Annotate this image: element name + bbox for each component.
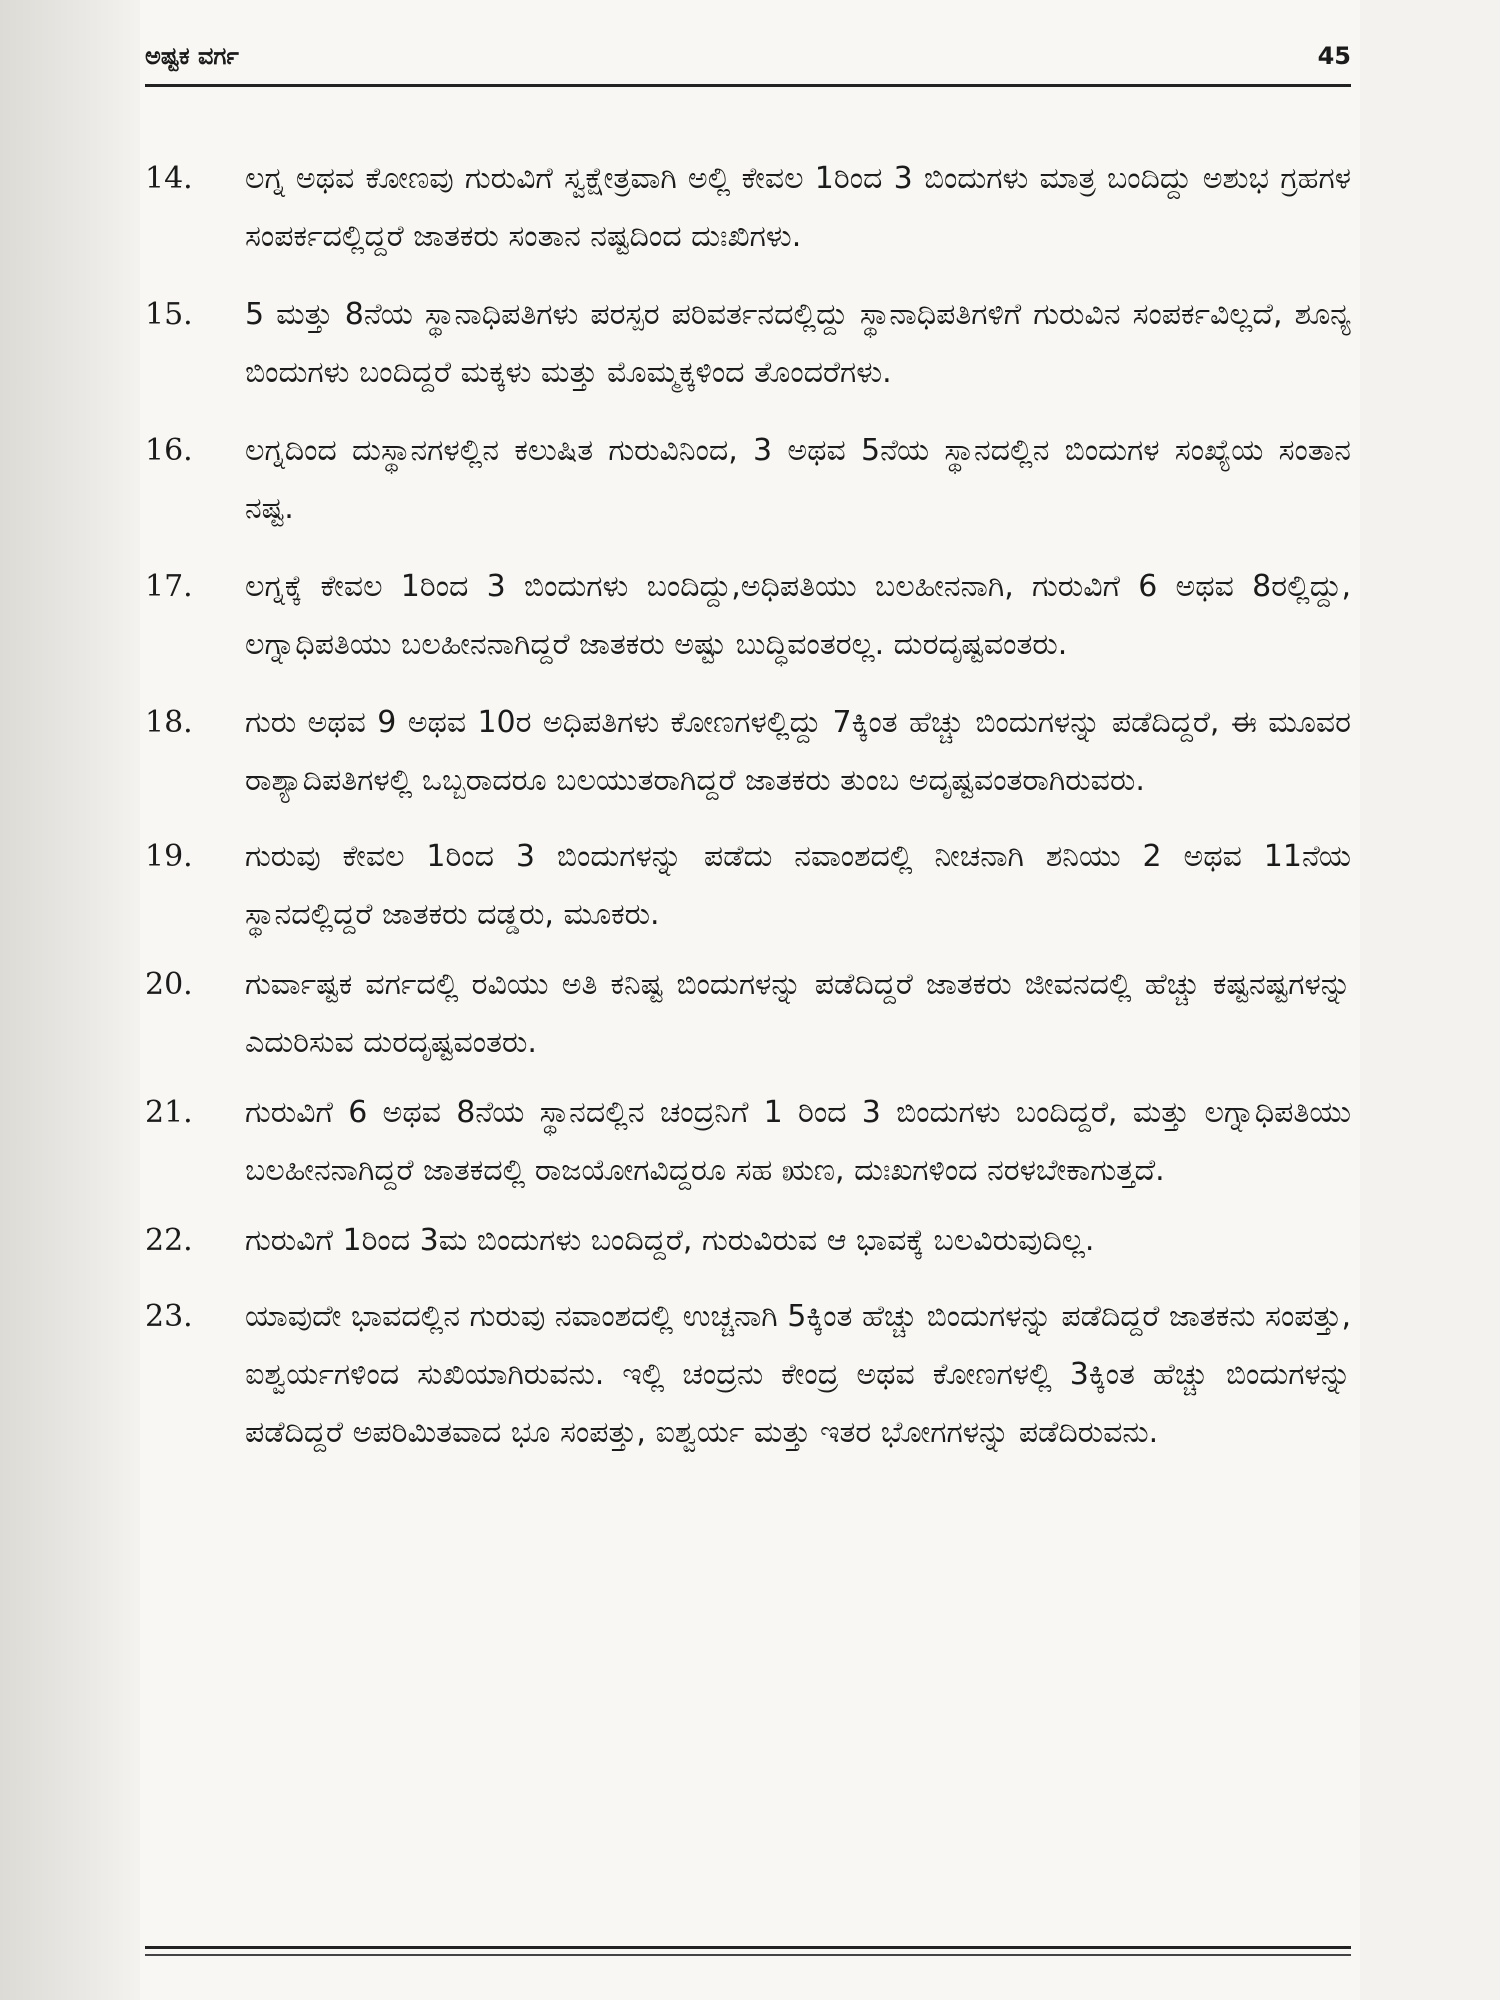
list-item <box>145 1212 1351 1270</box>
item-number: 20. <box>145 967 193 1002</box>
header-rule <box>145 84 1351 87</box>
item-text: ಲಗ್ನ ಅಥವ ಕೋಣವು ಗುರುವಿಗೆ ಸ್ವಕ್ಷೇತ್ರವಾಗಿ ಅಲ್ಲಿ ಕೇವಲ 1ರಿಂದ 3 ಬಿಂದುಗಳು ಮಾತ್ರ ಬಂದಿದ್ದು ಅಶುಭ ಗ್ರಹಗಳ ಸಂಪರ್ಕದಲ್ಲಿದ್ದರೆ ಜಾತಕರು ಸಂತಾನ ನಷ್ಟದಿಂದ ದುಃಖಿಗಳು. <box>245 161 1351 254</box>
item-number: 22. <box>145 1223 193 1258</box>
item-number: 17. <box>145 569 193 604</box>
list-item <box>145 1288 1351 1462</box>
list-item <box>145 1084 1351 1200</box>
item-text: ಗುರುವು ಕೇವಲ 1ರಿಂದ 3 ಬಿಂದುಗಳನ್ನು ಪಡೆದು ನವಾಂಶದಲ್ಲಿ ನೀಚನಾಗಿ ಶನಿಯು 2 ಅಥವ 11ನೆಯ ಸ್ಥಾನದಲ್ಲಿದ್ದರೆ ಜಾತಕರು ದಡ್ಡರು, ಮೂಕರು. <box>245 839 1351 932</box>
item-text: ಗುರ್ವಾಷ್ಟಕ ವರ್ಗದಲ್ಲಿ ರವಿಯು ಅತಿ ಕನಿಷ್ಟ ಬಿಂದುಗಳನ್ನು ಪಡೆದಿದ್ದರೆ ಜಾತಕರು ಜೀವನದಲ್ಲಿ ಹೆಚ್ಚು ಕಷ್ಟನಷ್ಟಗಳನ್ನು ಎದುರಿಸುವ ದುರದೃಷ್ಟವಂತರು. <box>245 967 1351 1060</box>
item-text: ಯಾವುದೇ ಭಾವದಲ್ಲಿನ ಗುರುವು ನವಾಂಶದಲ್ಲಿ ಉಚ್ಚನಾಗಿ 5ಕ್ಕಿಂತ ಹೆಚ್ಚು ಬಿಂದುಗಳನ್ನು ಪಡೆದಿದ್ದರೆ ಜಾತಕನು ಸಂಪತ್ತು, ಐಶ್ವರ್ಯಗಳಿಂದ ಸುಖಿಯಾಗಿರುವನು. ಇಲ್ಲಿ ಚಂದ್ರನು ಕೇಂದ್ರ ಅಥವ ಕೋಣಗಳಲ್ಲಿ 3ಕ್ಕಿಂತ ಹೆಚ್ಚು ಬಿಂದುಗಳನ್ನು ಪಡೆದಿದ್ದರೆ ಅಪರಿಮಿತವಾದ ಭೂ ಸಂಪತ್ತು, ಐಶ್ವರ್ಯ ಮತ್ತು ಇತರ ಭೋಗಗಳನ್ನು ಪಡೆದಿರುವನು. <box>245 1299 1351 1450</box>
footer-rule-bottom <box>145 1954 1351 1956</box>
list-item <box>145 422 1351 538</box>
item-number: 19. <box>145 839 193 874</box>
item-text: ಗುರುವಿಗೆ 1ರಿಂದ 3ಮ ಬಿಂದುಗಳು ಬಂದಿದ್ದರೆ, ಗುರುವಿರುವ ಆ ಭಾವಕ್ಕೆ ಬಲವಿರುವುದಿಲ್ಲ. <box>245 1223 1095 1258</box>
list-item <box>145 956 1351 1072</box>
item-text: ಗುರು ಅಥವ 9 ಅಥವ 10ರ ಅಧಿಪತಿಗಳು ಕೋಣಗಳಲ್ಲಿದ್ದು 7ಕ್ಕಿಂತ ಹೆಚ್ಚು ಬಿಂದುಗಳನ್ನು ಪಡೆದಿದ್ದರೆ, ಈ ಮೂವರ ರಾಶ್ಯಾದಿಪತಿಗಳಲ್ಲಿ ಒಬ್ಬರಾದರೂ ಬಲಯುತರಾಗಿದ್ದರೆ ಜಾತಕರು ತುಂಬ ಅದೃಷ್ಟವಂತರಾಗಿರುವರು. <box>245 705 1351 798</box>
running-title: ಅಷ್ಟಕ ವರ್ಗ <box>145 42 239 70</box>
item-number: 23. <box>145 1299 193 1334</box>
list-item <box>145 286 1351 402</box>
item-number: 14. <box>145 161 193 196</box>
numbered-list <box>145 150 1351 1462</box>
list-item <box>145 150 1351 266</box>
item-number: 16. <box>145 433 193 468</box>
list-item <box>145 558 1351 674</box>
item-text: ಲಗ್ನಕ್ಕೆ ಕೇವಲ 1ರಿಂದ 3 ಬಿಂದುಗಳು ಬಂದಿದ್ದು,ಅಧಿಪತಿಯು ಬಲಹೀನನಾಗಿ, ಗುರುವಿಗೆ 6 ಅಥವ 8ರಲ್ಲಿದ್ದು, ಲಗ್ನಾಧಿಪತಿಯು ಬಲಹೀನನಾಗಿದ್ದರೆ ಜಾತಕರು ಅಷ್ಟು ಬುದ್ಧಿವಂತರಲ್ಲ. ದುರದೃಷ್ಟವಂತರು. <box>245 569 1351 662</box>
footer-rule-top <box>145 1946 1351 1949</box>
item-text: 5 ಮತ್ತು 8ನೆಯ ಸ್ಥಾನಾಧಿಪತಿಗಳು ಪರಸ್ಪರ ಪರಿವರ್ತನದಲ್ಲಿದ್ದು ಸ್ಥಾನಾಧಿಪತಿಗಳಿಗೆ ಗುರುವಿನ ಸಂಪರ್ಕವಿಲ್ಲದೆ, ಶೂನ್ಯ ಬಿಂದುಗಳು ಬಂದಿದ್ದರೆ ಮಕ್ಕಳು ಮತ್ತು ಮೊಮ್ಮಕ್ಕಳಿಂದ ತೊಂದರೆಗಳು. <box>245 297 1351 390</box>
list-item <box>145 828 1351 944</box>
item-number: 15. <box>145 297 193 332</box>
list-item <box>145 694 1351 810</box>
item-number: 18. <box>145 705 193 740</box>
item-text: ಗುರುವಿಗೆ 6 ಅಥವ 8ನೆಯ ಸ್ಥಾನದಲ್ಲಿನ ಚಂದ್ರನಿಗೆ 1 ರಿಂದ 3 ಬಿಂದುಗಳು ಬಂದಿದ್ದರೆ, ಮತ್ತು ಲಗ್ನಾಧಿಪತಿಯು ಬಲಹೀನನಾಗಿದ್ದರೆ ಜಾತಕದಲ್ಲಿ ರಾಜಯೋಗವಿದ್ದರೂ ಸಹ ಋಣ, ದುಃಖಗಳಿಂದ ನರಳಬೇಕಾಗುತ್ತದೆ. <box>245 1095 1351 1188</box>
page-number: 45 <box>1317 42 1351 70</box>
running-header <box>145 42 1351 82</box>
item-text: ಲಗ್ನದಿಂದ ದುಸ್ಥಾನಗಳಲ್ಲಿನ ಕಲುಷಿತ ಗುರುವಿನಿಂದ, 3 ಅಥವ 5ನೆಯ ಸ್ಥಾನದಲ್ಲಿನ ಬಿಂದುಗಳ ಸಂಖ್ಯೆಯ ಸಂತಾನ ನಷ್ಟ. <box>245 433 1351 526</box>
scan-page-edge <box>0 0 138 2000</box>
item-number: 21. <box>145 1095 193 1130</box>
